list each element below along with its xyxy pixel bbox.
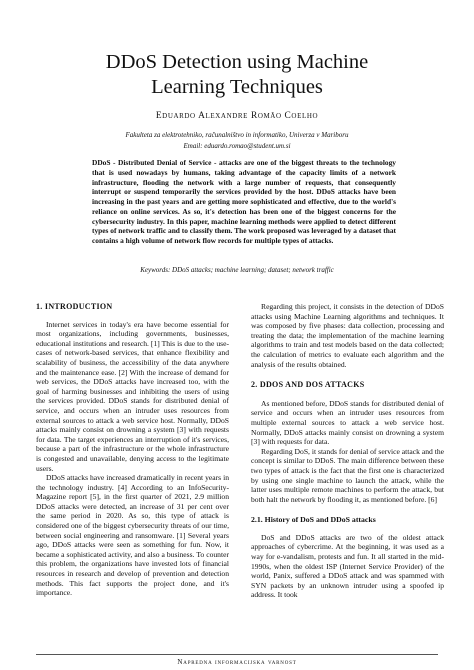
- paper-title-line2: Learning Techniques: [151, 76, 323, 98]
- section-2-paragraph-2: Regarding DoS, it stands for denial of service attack and the concept is similar to DDoS. The main difference between these two types of attack is the fact that the first one is characterized by using one single machine to launch the attack, while the latter uses multiple remote machines to perform the attack, but both halt the network by flooding it, as mentioned before. [6]: [251, 446, 444, 504]
- page-footer: Napredna informacijska varnost: [36, 654, 438, 666]
- section-1-paragraph-3: Regarding this project, it consists in the detection of DDoS attacks using Machine Learning algorithms and techniques. It was composed by five phases: data collection, processing and treating the data; the implementation of the machine learning algorithms to train and test models based on the data collected; the calculation of metrics to evaluate each algorithm and the analysis of the results obtained.: [251, 302, 444, 369]
- section-1-paragraph-1: Internet services in today's era have become essential for most organizations, including governments, businesses, educational institutions and research. [1] This is due to the use-cases of network-based services, that enhance flexibility and scalability of business, the accessibility of the data anywhere and the maintenance ease. [2] With the increase of demand for web services, the DDoS attacks have increased too, with the goal of harming businesses and inhibiting the users of using the services provided. DDoS stands for distributed denial of service, and occurs when an intruder uses resources from external sources to attack a web service host. Normally, DDoS attacks mainly consist on drowning a system [3] with requests for data. The target experiences an interruption of it's services, because a part of the infrastructure or the whole infrastructure is congested and unavailable, denying access to the legitimate users.: [36, 319, 229, 473]
- section-2-heading: 2. DDOS AND DOS ATTACKS: [251, 380, 365, 390]
- section-1-paragraph-2: DDoS attacks have increased dramatically in recent years in the technology industry. [4] According to an InfoSecurity-Magazine report [5], in the first quarter of 2021, 2.9 million DDoS attacks were detected, an increase of 31 per cent over the same period in 2020. As so, this type of attack is considered one of the biggest cybersecurity threats of our time, between social engineering and ransomware. [1] Several years ago, DDoS attacks were seen as something for fun. Now, it became a sophisticated activity, and also a business. To counter this problem, the organizations have invested lots of financial resources in research and develop of prevention and detection methods. This fact supports the project done, and it's importance.: [36, 473, 229, 598]
- keywords: Keywords: DDoS attacks; machine learning; dataset; network traffic: [140, 266, 334, 274]
- author-email: Email: eduardo.romao@student.um.si: [183, 142, 291, 150]
- affiliation: Fakulteta za elektrotehniko, računalništvo in informatiko, Univerza v Mariboru: [125, 131, 349, 139]
- section-2-1-heading: 2.1. History of DoS and DDoS attacks: [251, 515, 376, 525]
- section-2-1-paragraph-1: DoS and DDoS attacks are two of the oldest attack approaches of cybercrime. At the beginning, it was used as a way for e-vandalism, protests and fun. It all started in the mid-1990s, when the oldest ISP (Internet Service Provider) of the world, Panix, suffered a DDoS attack and was spammed with SYN packets by an unknown intruder using a spoofed ip address. It took: [251, 532, 444, 600]
- author-name: [0, 111, 474, 121]
- abstract: DDoS - Distributed Denial of Service - attacks are one of the biggest threats to the technology that is used nowadays by humans, taking advantage of the capacity limits of a network infrastructure, flooding the network with a large number of requests, that consequently interrupt or suspend temporarily the services provided by the host. DDoS attacks have been increasing in the past years and are getting more sophisticated and effective, due to the world's reliance on online services. As so, it's detection has been one of the biggest concerns for the cybersecurity industry. In this paper, machine learning methods were applied to detect different types of network traffic and to classify them. The work proposed was leveraged by a dataset that contains a high volume of network flow records for multiple types of attacks.: [92, 158, 396, 245]
- author-name-text: Eduardo Alexandre Romão Coelho: [155, 111, 319, 121]
- right-column: [251, 302, 444, 600]
- section-2-paragraph-1: As mentioned before, DDoS stands for distributed denial of service and occurs when an intruder uses resources from multiple external sources to attack a web service host. Normally, DDoS attacks mainly consist on drowning a system [3] with requests for data.: [251, 398, 444, 447]
- left-column: [36, 302, 229, 598]
- section-1-heading: 1. INTRODUCTION: [36, 302, 113, 311]
- paper-title-line1: DDoS Detection using Machine: [105, 51, 369, 73]
